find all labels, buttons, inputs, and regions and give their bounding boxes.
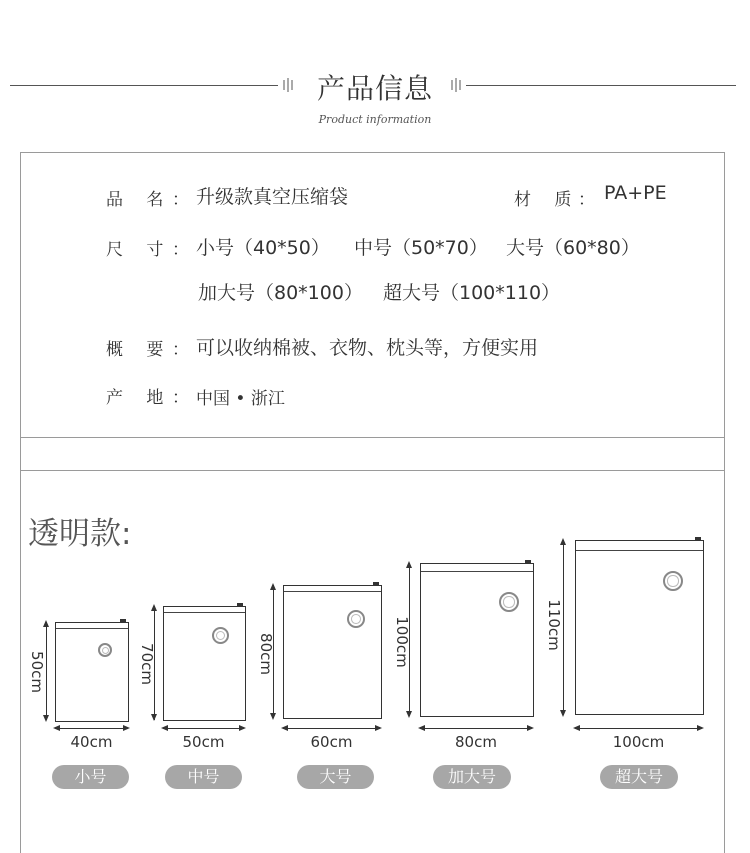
page-subtitle: Product information — [318, 113, 432, 126]
size-value: 超大号（100*110） — [383, 282, 561, 304]
height-label: 50cm — [27, 651, 46, 693]
label-char: 要 — [146, 340, 164, 360]
width-label: 60cm — [310, 733, 353, 751]
label-char: 产 — [106, 388, 123, 408]
value-material: PA+PE — [604, 182, 667, 204]
size-value: 加大号（80*100） — [198, 282, 363, 304]
label-char: 寸 — [146, 240, 164, 260]
height-label: 100cm — [392, 616, 411, 668]
size-badge: 超大号 — [600, 765, 678, 789]
size-value: 大号（60*80） — [506, 237, 640, 259]
value-summary: 可以收纳棉被、衣物、枕头等，方便实用 — [196, 337, 539, 359]
size-value: 中号（50*70） — [354, 237, 488, 259]
height-label: 70cm — [137, 643, 156, 685]
height-label: 80cm — [256, 633, 275, 675]
size-badge: 中号 — [165, 765, 242, 789]
label-char: 品 — [106, 190, 123, 210]
section-title-transparent: 透明款: — [28, 516, 132, 552]
width-label: 100cm — [612, 733, 665, 751]
label-char: 质 — [554, 190, 572, 210]
size-badge: 大号 — [297, 765, 374, 789]
value-origin: 中国 • 浙江 — [196, 389, 285, 409]
colon: ： — [172, 388, 189, 408]
label-char: 名 — [146, 190, 164, 210]
width-label: 40cm — [70, 733, 113, 751]
label-char: 材 — [514, 190, 531, 210]
colon: ： — [578, 190, 595, 210]
size-value: 小号（40*50） — [196, 237, 330, 259]
colon: ： — [172, 240, 189, 260]
page-title: 产品信息 — [316, 72, 433, 105]
colon: ： — [172, 190, 189, 210]
size-badge: 小号 — [52, 765, 129, 789]
value-name: 升级款真空压缩袋 — [196, 186, 349, 208]
size-badge: 加大号 — [433, 765, 511, 789]
width-label: 50cm — [182, 733, 225, 751]
height-label: 110cm — [544, 599, 563, 651]
width-label: 80cm — [455, 733, 497, 751]
label-char: 尺 — [106, 240, 123, 260]
label-char: 概 — [106, 340, 123, 360]
label-char: 地 — [146, 388, 164, 408]
colon: ： — [172, 340, 189, 360]
